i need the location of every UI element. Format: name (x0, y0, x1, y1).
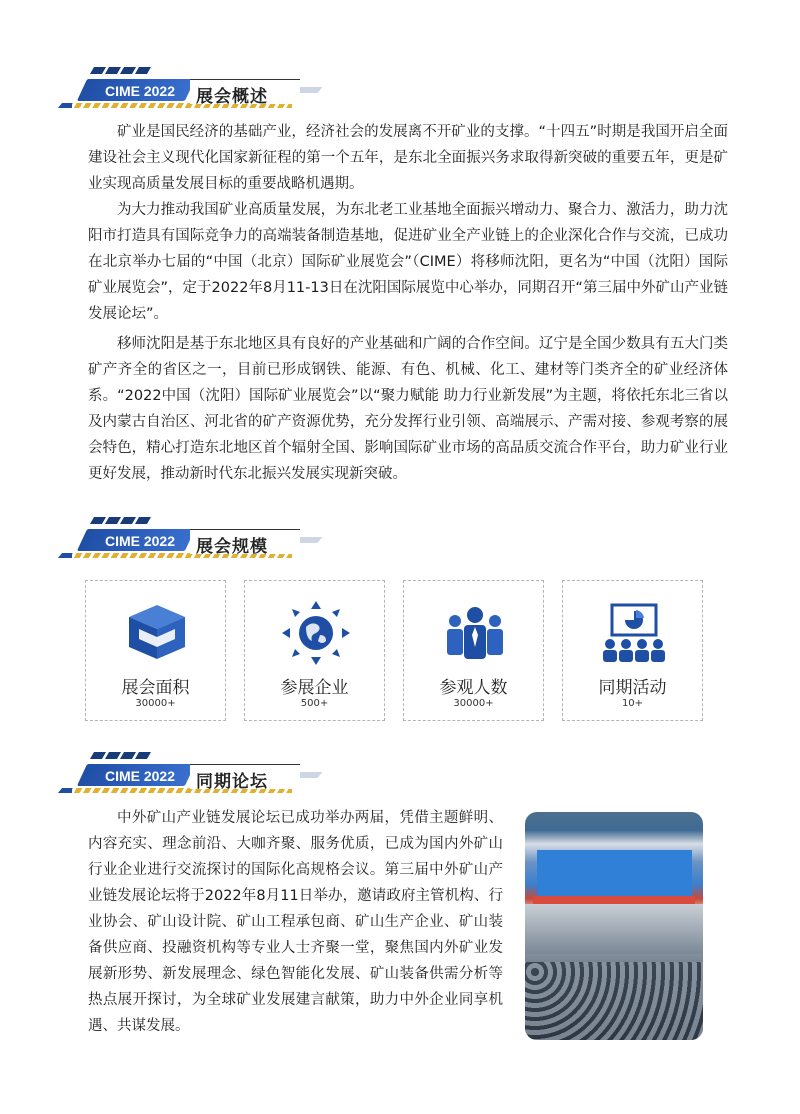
overview-paragraph-3: 移师沈阳是基于东北地区具有良好的产业基础和广阔的合作空间。辽宁是全国少数具有五大门类矿产齐全的省区之一，目前已形成钢铁、能源、有色、机械、化工、建材等门类齐全的矿业经济体系。“2022中国（沈阳）国际矿业展览会”以“聚力赋能 助力行业新发展”为主题，将依托东北三省以及内蒙古自治区、河北省的矿产资源优势，充分发挥行业引领、高端展示、产需对接、参观考察的展会特色，精心打造东北地区首个辐射全国、影响国际矿业市场的高品质交流合作平台，助力矿业行业更好发展，推动新时代东北振兴发展实现新突破。 (88, 336, 728, 482)
section-title-box (190, 529, 300, 557)
section-header-overview (60, 67, 360, 117)
globe-arrows-icon (280, 599, 352, 667)
stat-label: 参展企业 (280, 678, 349, 698)
section-header-forum (60, 752, 360, 802)
visitors-group-icon (439, 599, 511, 667)
photo-stage-banner (537, 850, 692, 896)
stat-value: 30000+ (453, 698, 494, 709)
header-tag-text: CIME 2022 (104, 533, 176, 549)
stat-card-exhibitors (244, 580, 385, 721)
header-stripes (92, 752, 152, 759)
forum-photo (525, 812, 703, 1040)
stat-label: 同期活动 (598, 678, 667, 698)
stat-value: 30000+ (135, 698, 176, 709)
stat-card-visitors (403, 580, 544, 721)
stat-label: 展会面积 (121, 678, 190, 698)
presentation-audience-icon (598, 599, 670, 667)
header-tag-text: CIME 2022 (104, 768, 176, 784)
header-tag-text: CIME 2022 (104, 83, 176, 99)
header-stripes (92, 67, 152, 74)
stats-grid (85, 580, 715, 723)
exhibition-area-icon (121, 599, 193, 667)
overview-paragraph-2: 为大力推动我国矿业高质量发展，为东北老工业基地全面振兴增动力、聚合力、激活力，助力沈阳市打造具有国际竞争力的高端装备制造基地，促进矿业全产业链上的企业深化合作与交流，已成功在北京举办七届的“中国（北京）国际矿业展览会”（CIME）将移师沈阳，更名为“中国（沈阳）国际矿业展览会”，定于2022年8月11-13日在沈阳国际展览中心举办，同期召开“第三届中外矿山产业链发展论坛”。 (88, 202, 728, 322)
stat-label: 参观人数 (439, 678, 508, 698)
photo-venue (525, 904, 703, 954)
stat-value: 500+ (300, 698, 329, 709)
section-title: 展会规模 (196, 537, 268, 557)
stat-card-activities (562, 580, 703, 721)
section-header-scale (60, 517, 360, 567)
stat-value: 10+ (621, 698, 644, 709)
section-title: 同期论坛 (196, 772, 268, 792)
section-title-box (190, 79, 300, 107)
stat-card-area (85, 580, 226, 721)
header-stripes (92, 517, 152, 524)
overview-paragraph-1: 矿业是国民经济的基础产业，经济社会的发展离不开矿业的支撑。“十四五”时期是我国开启全面建设社会主义现代化国家新征程的第一个五年，是东北全面振兴务求取得新突破的重要五年，更是矿业实现高质量发展目标的重要战略机遇期。 (88, 124, 728, 192)
section-title: 展会概述 (196, 87, 268, 107)
forum-paragraph: 中外矿山产业链发展论坛已成功举办两届，凭借主题鲜明、内容充实、理念前沿、大咖齐聚、服务优质，已成为国内外矿山行业企业进行交流探讨的国际化高规格会议。第三届中外矿山产业链发展论坛将于2022年8月11日举办，邀请政府主管机构、行业协会、矿山设计院、矿山工程承包商、矿山生产企业、矿山装备供应商、投融资机构等专业人士齐聚一堂，聚焦国内外矿业发展新形势、新发展理念、绿色智能化发展、矿山装备供需分析等热点展开探讨，为全球矿业发展建言献策，助力中外企业同享机遇、共谋发展。 (88, 810, 503, 1034)
section-title-box (190, 764, 300, 792)
photo-audience (525, 962, 703, 1040)
